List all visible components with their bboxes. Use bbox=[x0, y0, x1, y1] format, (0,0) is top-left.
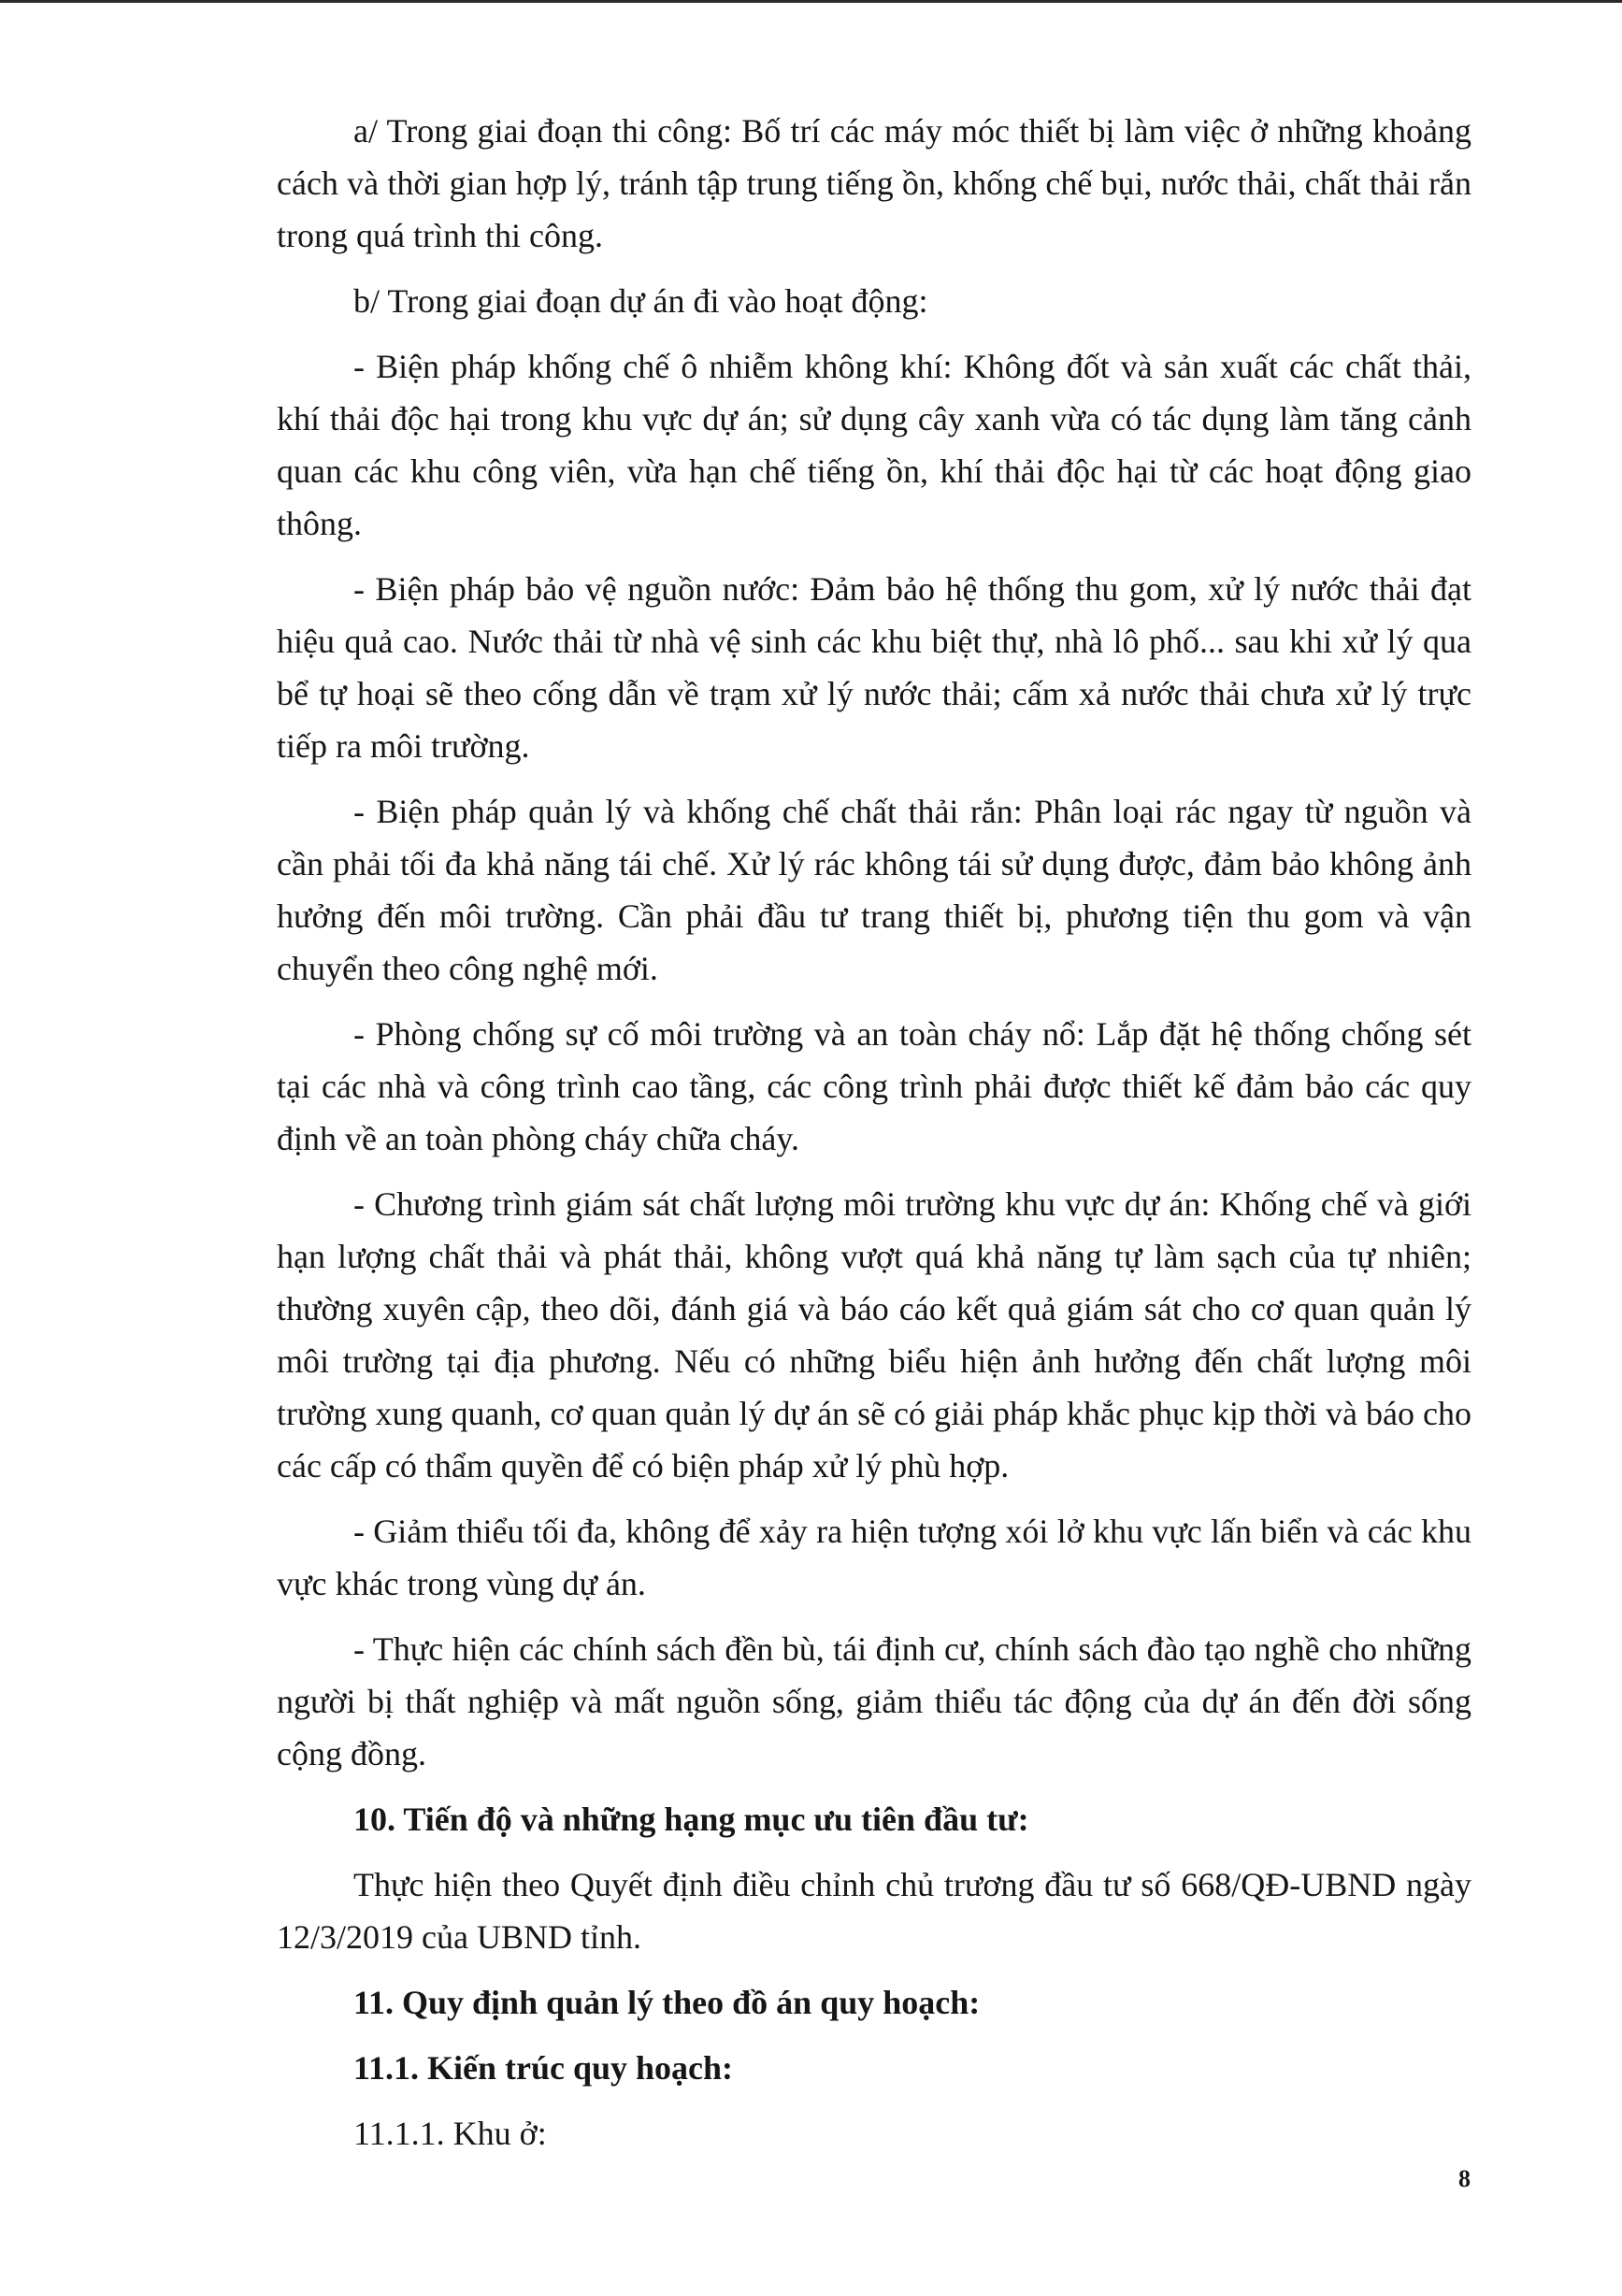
paragraph-water-protection: - Biện pháp bảo vệ nguồn nước: Đảm bảo hệ thống thu gom, xử lý nước thải đạt hiệu quả cao. Nước thải từ nhà vệ sinh các khu biệt thự, nhà lô phố... sau khi xử lý qua bể tự hoại sẽ theo cống dẫn về trạm xử lý nước thải; cấm xả nước thải chưa xử lý trực tiếp ra môi trường. bbox=[277, 570, 1471, 765]
paragraph-air-pollution-control: - Biện pháp khống chế ô nhiễm không khí: Không đốt và sản xuất các chất thải, khí thải độc hại trong khu vực dự án; sử dụng cây xanh vừa có tác dụng làm tăng cảnh quan các khu công viên, vừa hạn chế tiếng ồn, khí thải độc hại từ các hoạt động giao thông. bbox=[277, 348, 1471, 542]
section-10-heading: 10. Tiến độ và những hạng mục ưu tiên đầu tư: bbox=[353, 1801, 1029, 1838]
paragraph-construction-phase: a/ Trong giai đoạn thi công: Bố trí các máy móc thiết bị làm việc ở những khoảng cách và thời gian hợp lý, tránh tập trung tiếng ồn, khống chế bụi, nước thải, chất thải rắn trong quá trình thi công. bbox=[277, 112, 1471, 254]
document-page bbox=[277, 105, 1471, 2173]
section-10-body: Thực hiện theo Quyết định điều chỉnh chủ trương đầu tư số 668/QĐ-UBND ngày 12/3/2019 của UBND tỉnh. bbox=[277, 1866, 1471, 1956]
paragraph-erosion-prevention: - Giảm thiểu tối đa, không để xảy ra hiện tượng xói lở khu vực lấn biển và các khu vực khác trong vùng dự án. bbox=[277, 1513, 1471, 1602]
section-11-heading: 11. Quy định quản lý theo đồ án quy hoạch: bbox=[353, 1984, 981, 2021]
section-11-1-1-heading: 11.1.1. Khu ở: bbox=[353, 2115, 547, 2152]
paragraph-fire-safety: - Phòng chống sự cố môi trường và an toàn cháy nổ: Lắp đặt hệ thống chống sét tại các nhà và công trình cao tầng, các công trình phải được thiết kế đảm bảo các quy định về an toàn phòng cháy chữa cháy. bbox=[277, 1015, 1471, 1157]
page-top-border bbox=[0, 0, 1622, 3]
paragraph-operation-phase-intro: b/ Trong giai đoạn dự án đi vào hoạt động: bbox=[353, 282, 928, 320]
section-11-1-heading: 11.1. Kiến trúc quy hoạch: bbox=[353, 2049, 734, 2087]
page-number: 8 bbox=[1458, 2165, 1471, 2192]
paragraph-compensation-policy: - Thực hiện các chính sách đền bù, tái định cư, chính sách đào tạo nghề cho những người bị thất nghiệp và mất nguồn sống, giảm thiểu tác động của dự án đến đời sống cộng đồng. bbox=[277, 1630, 1471, 1772]
paragraph-solid-waste-management: - Biện pháp quản lý và khống chế chất thải rắn: Phân loại rác ngay từ nguồn và cần phải tối đa khả năng tái chế. Xử lý rác không tái sử dụng được, đảm bảo không ảnh hưởng đến môi trường. Cần phải đầu tư trang thiết bị, phương tiện thu gom và vận chuyển theo công nghệ mới. bbox=[277, 793, 1471, 987]
paragraph-environment-monitoring: - Chương trình giám sát chất lượng môi trường khu vực dự án: Khống chế và giới hạn lượng chất thải và phát thải, không vượt quá khả năng tự làm sạch của tự nhiên; thường xuyên cập, theo dõi, đánh giá và báo cáo kết quả giám sát cho cơ quan quản lý môi trường tại địa phương. Nếu có những biểu hiện ảnh hưởng đến chất lượng môi trường xung quanh, cơ quan quản lý dự án sẽ có giải pháp khắc phục kịp thời và báo cho các cấp có thẩm quyền để có biện pháp xử lý phù hợp. bbox=[277, 1185, 1471, 1485]
